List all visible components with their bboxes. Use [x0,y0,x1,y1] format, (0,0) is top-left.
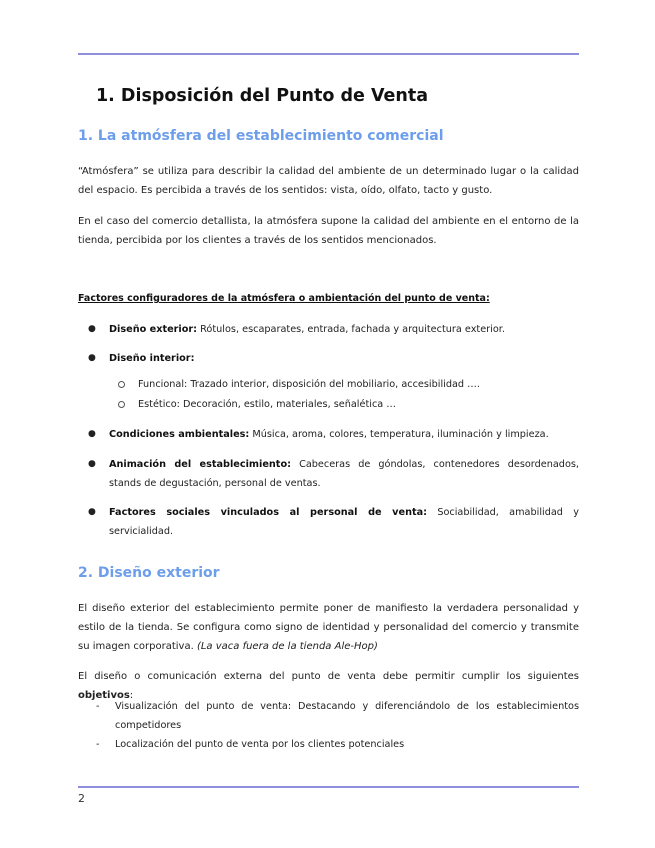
paragraph-bold: objetivos [78,690,130,701]
sub-item [78,375,579,394]
sub-item [78,395,579,414]
sub-item-text: Funcional: Trazado interior, disposición del mobiliario, accesibilidad …. [138,379,480,390]
paragraph-text: El diseño o comunicación externa del punto de venta debe permitir cumplir los siguientes [78,671,579,682]
objective-item [78,735,579,754]
factor-item [78,503,579,541]
factor-text: Sociabilidad, amabilidad y servicialidad. [109,507,579,537]
factors-heading: Factores configuradores de la atmósfera o ambientación del punto de venta: [78,293,490,304]
factor-label: Diseño exterior: [109,324,198,335]
circle-bullet-icon [118,381,125,388]
factor-label: Condiciones ambientales: [109,429,250,440]
paragraph-italic-note: (La vaca fuera de la tienda Ale-Hop) [196,641,378,652]
factor-label: Factores sociales vinculados al personal de venta: [109,507,428,518]
factor-item [78,425,579,444]
factor-text: Música, aroma, colores, temperatura, iluminación y limpieza. [249,429,549,440]
section-heading-diseno-exterior: 2. Diseño exterior [78,565,220,581]
dash-bullet: - [96,739,100,750]
page-number: 2 [78,792,85,805]
factor-text: Cabeceras de góndolas, contenedores desordenados, stands de degustación, personal de ventas. [109,459,580,489]
objective-item [78,697,579,735]
footer-rule [78,786,579,788]
paragraph-atmosfera-comercio: En el caso del comercio detallista, la atmósfera supone la calidad del ambiente en el entorno de la tienda, percibida por los clientes a través de los sentidos mencionados. [78,216,579,246]
factor-label: Diseño interior: [109,353,195,364]
factor-label: Animación del establecimiento: [109,459,291,470]
objective-text: Visualización del punto de venta: Destacando y diferenciándolo de los establecimientos competidores [115,701,579,731]
bullet-icon: ● [88,353,96,363]
factor-text: Rótulos, escaparates, entrada, fachada y arquitectura exterior. [197,324,505,335]
bullet-icon: ● [88,324,96,334]
factor-item [78,349,579,368]
paragraph-text: El diseño exterior del establecimiento permite poner de manifiesto la verdadera personalidad y estilo de la tienda. Se configura como signo de identidad y personalidad del comercio y transmite su imagen corporativa. [78,603,579,652]
objective-text: Localización del punto de venta por los clientes potenciales [115,739,405,750]
bullet-icon: ● [88,459,96,469]
paragraph-atmosfera-definicion: “Atmósfera” se utiliza para describir la calidad del ambiente de un determinado lugar o la calidad del espacio. Es percibida a través de los sentidos: vista, oído, olfato, tacto y gusto. [78,166,579,196]
bullet-icon: ● [88,507,96,517]
factor-item [78,320,579,339]
section-heading-atmosfera: 1. La atmósfera del establecimiento comercial [78,128,444,144]
sub-item-text: Estético: Decoración, estilo, materiales, señalética … [138,399,396,410]
factor-item [78,455,579,493]
paragraph-text-end: : [129,690,134,701]
header-rule [78,53,579,55]
page-title: 1. Disposición del Punto de Venta [96,86,429,106]
paragraph-diseno-exterior [78,599,579,656]
dash-bullet: - [96,701,100,712]
circle-bullet-icon [118,401,125,408]
bullet-icon: ● [88,429,96,439]
